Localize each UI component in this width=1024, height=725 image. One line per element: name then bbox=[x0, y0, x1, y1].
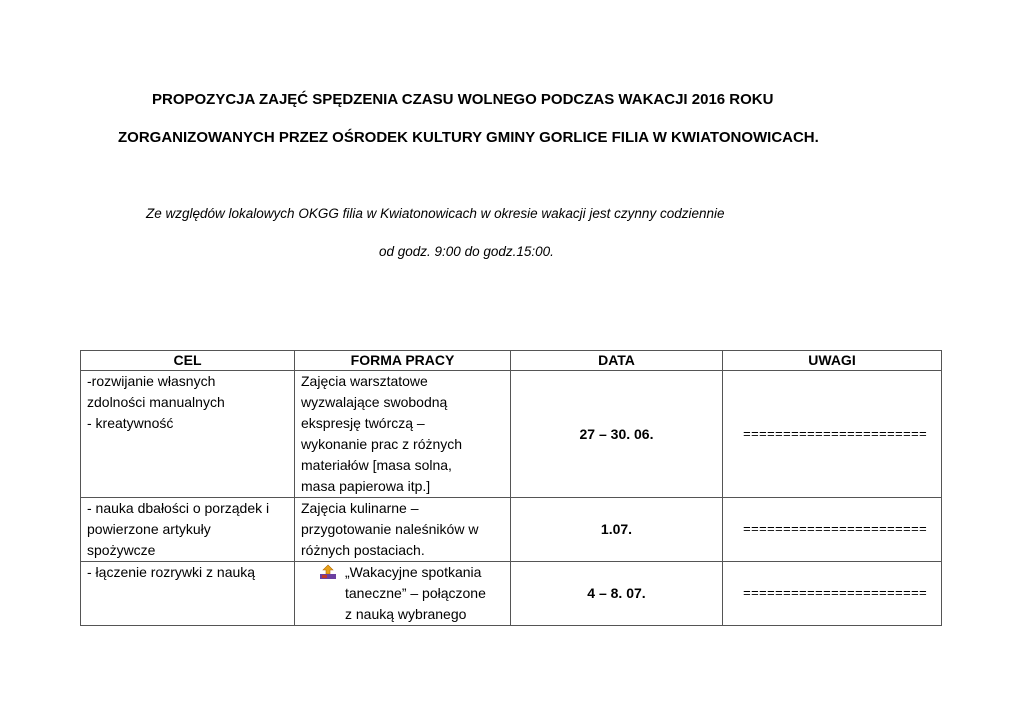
form-line: taneczne” – połączone bbox=[345, 585, 486, 601]
form-line: wykonanie prac z różnych bbox=[301, 436, 463, 452]
document-title-line-2: ZORGANIZOWANYCH PRZEZ OŚRODEK KULTURY GMINY GORLICE FILIA W KWIATONOWICACH. bbox=[118, 129, 819, 146]
row-date-cell: 1.07. bbox=[511, 498, 723, 562]
form-line: różnych postaciach. bbox=[301, 542, 425, 558]
form-line: materiałów [masa solna, bbox=[301, 457, 452, 473]
row-form-cell bbox=[295, 498, 511, 562]
intro-text-line-1: Ze względów lokalowych OKGG filia w Kwiatonowicach w okresie wakacji jest czynny codziennie bbox=[146, 206, 725, 221]
row-date-cell: 27 – 30. 06. bbox=[511, 371, 723, 498]
bulleted-form-item bbox=[301, 562, 504, 625]
bulleted-form-text bbox=[345, 562, 486, 625]
arrow-bullet-icon bbox=[319, 564, 337, 580]
row-form-cell bbox=[295, 371, 511, 498]
form-line: przygotowanie naleśników w bbox=[301, 521, 479, 537]
goal-line: powierzone artykuły bbox=[87, 521, 211, 537]
header-goal: CEL bbox=[81, 351, 295, 371]
table-row bbox=[81, 562, 942, 626]
form-line: wyzwalające swobodną bbox=[301, 394, 448, 410]
header-date: DATA bbox=[511, 351, 723, 371]
goal-line: - nauka dbałości o porządek i bbox=[87, 500, 270, 516]
row-notes-cell: ======================= bbox=[723, 371, 942, 498]
form-line: ekspresję twórczą – bbox=[301, 415, 425, 431]
row-notes-cell: ======================= bbox=[723, 562, 942, 626]
row-goal-cell bbox=[81, 562, 295, 626]
form-line: Zajęcia kulinarne – bbox=[301, 500, 419, 516]
goal-line: spożywcze bbox=[87, 542, 156, 558]
document-title-line-1: PROPOZYCJA ZAJĘĆ SPĘDZENIA CZASU WOLNEGO PODCZAS WAKACJI 2016 ROKU bbox=[152, 91, 774, 108]
schedule-table bbox=[80, 350, 942, 626]
row-form-cell bbox=[295, 562, 511, 626]
header-form: FORMA PRACY bbox=[295, 351, 511, 371]
header-notes: UWAGI bbox=[723, 351, 942, 371]
row-goal-cell bbox=[81, 371, 295, 498]
goal-line: - łączenie rozrywki z nauką bbox=[87, 564, 256, 580]
row-notes-cell: ======================= bbox=[723, 498, 942, 562]
table-row bbox=[81, 498, 942, 562]
form-line: Zajęcia warsztatowe bbox=[301, 373, 428, 389]
table-header-row bbox=[81, 351, 942, 371]
row-goal-cell bbox=[81, 498, 295, 562]
goal-line: - kreatywność bbox=[87, 415, 174, 431]
table-row bbox=[81, 371, 942, 498]
goal-line: zdolności manualnych bbox=[87, 394, 225, 410]
form-line: masa papierowa itp.] bbox=[301, 478, 431, 494]
form-line: „Wakacyjne spotkania bbox=[345, 564, 482, 580]
row-date-cell: 4 – 8. 07. bbox=[511, 562, 723, 626]
form-line: z nauką wybranego bbox=[345, 606, 467, 622]
goal-line: -rozwijanie własnych bbox=[87, 373, 216, 389]
intro-text-line-2: od godz. 9:00 do godz.15:00. bbox=[379, 244, 554, 259]
